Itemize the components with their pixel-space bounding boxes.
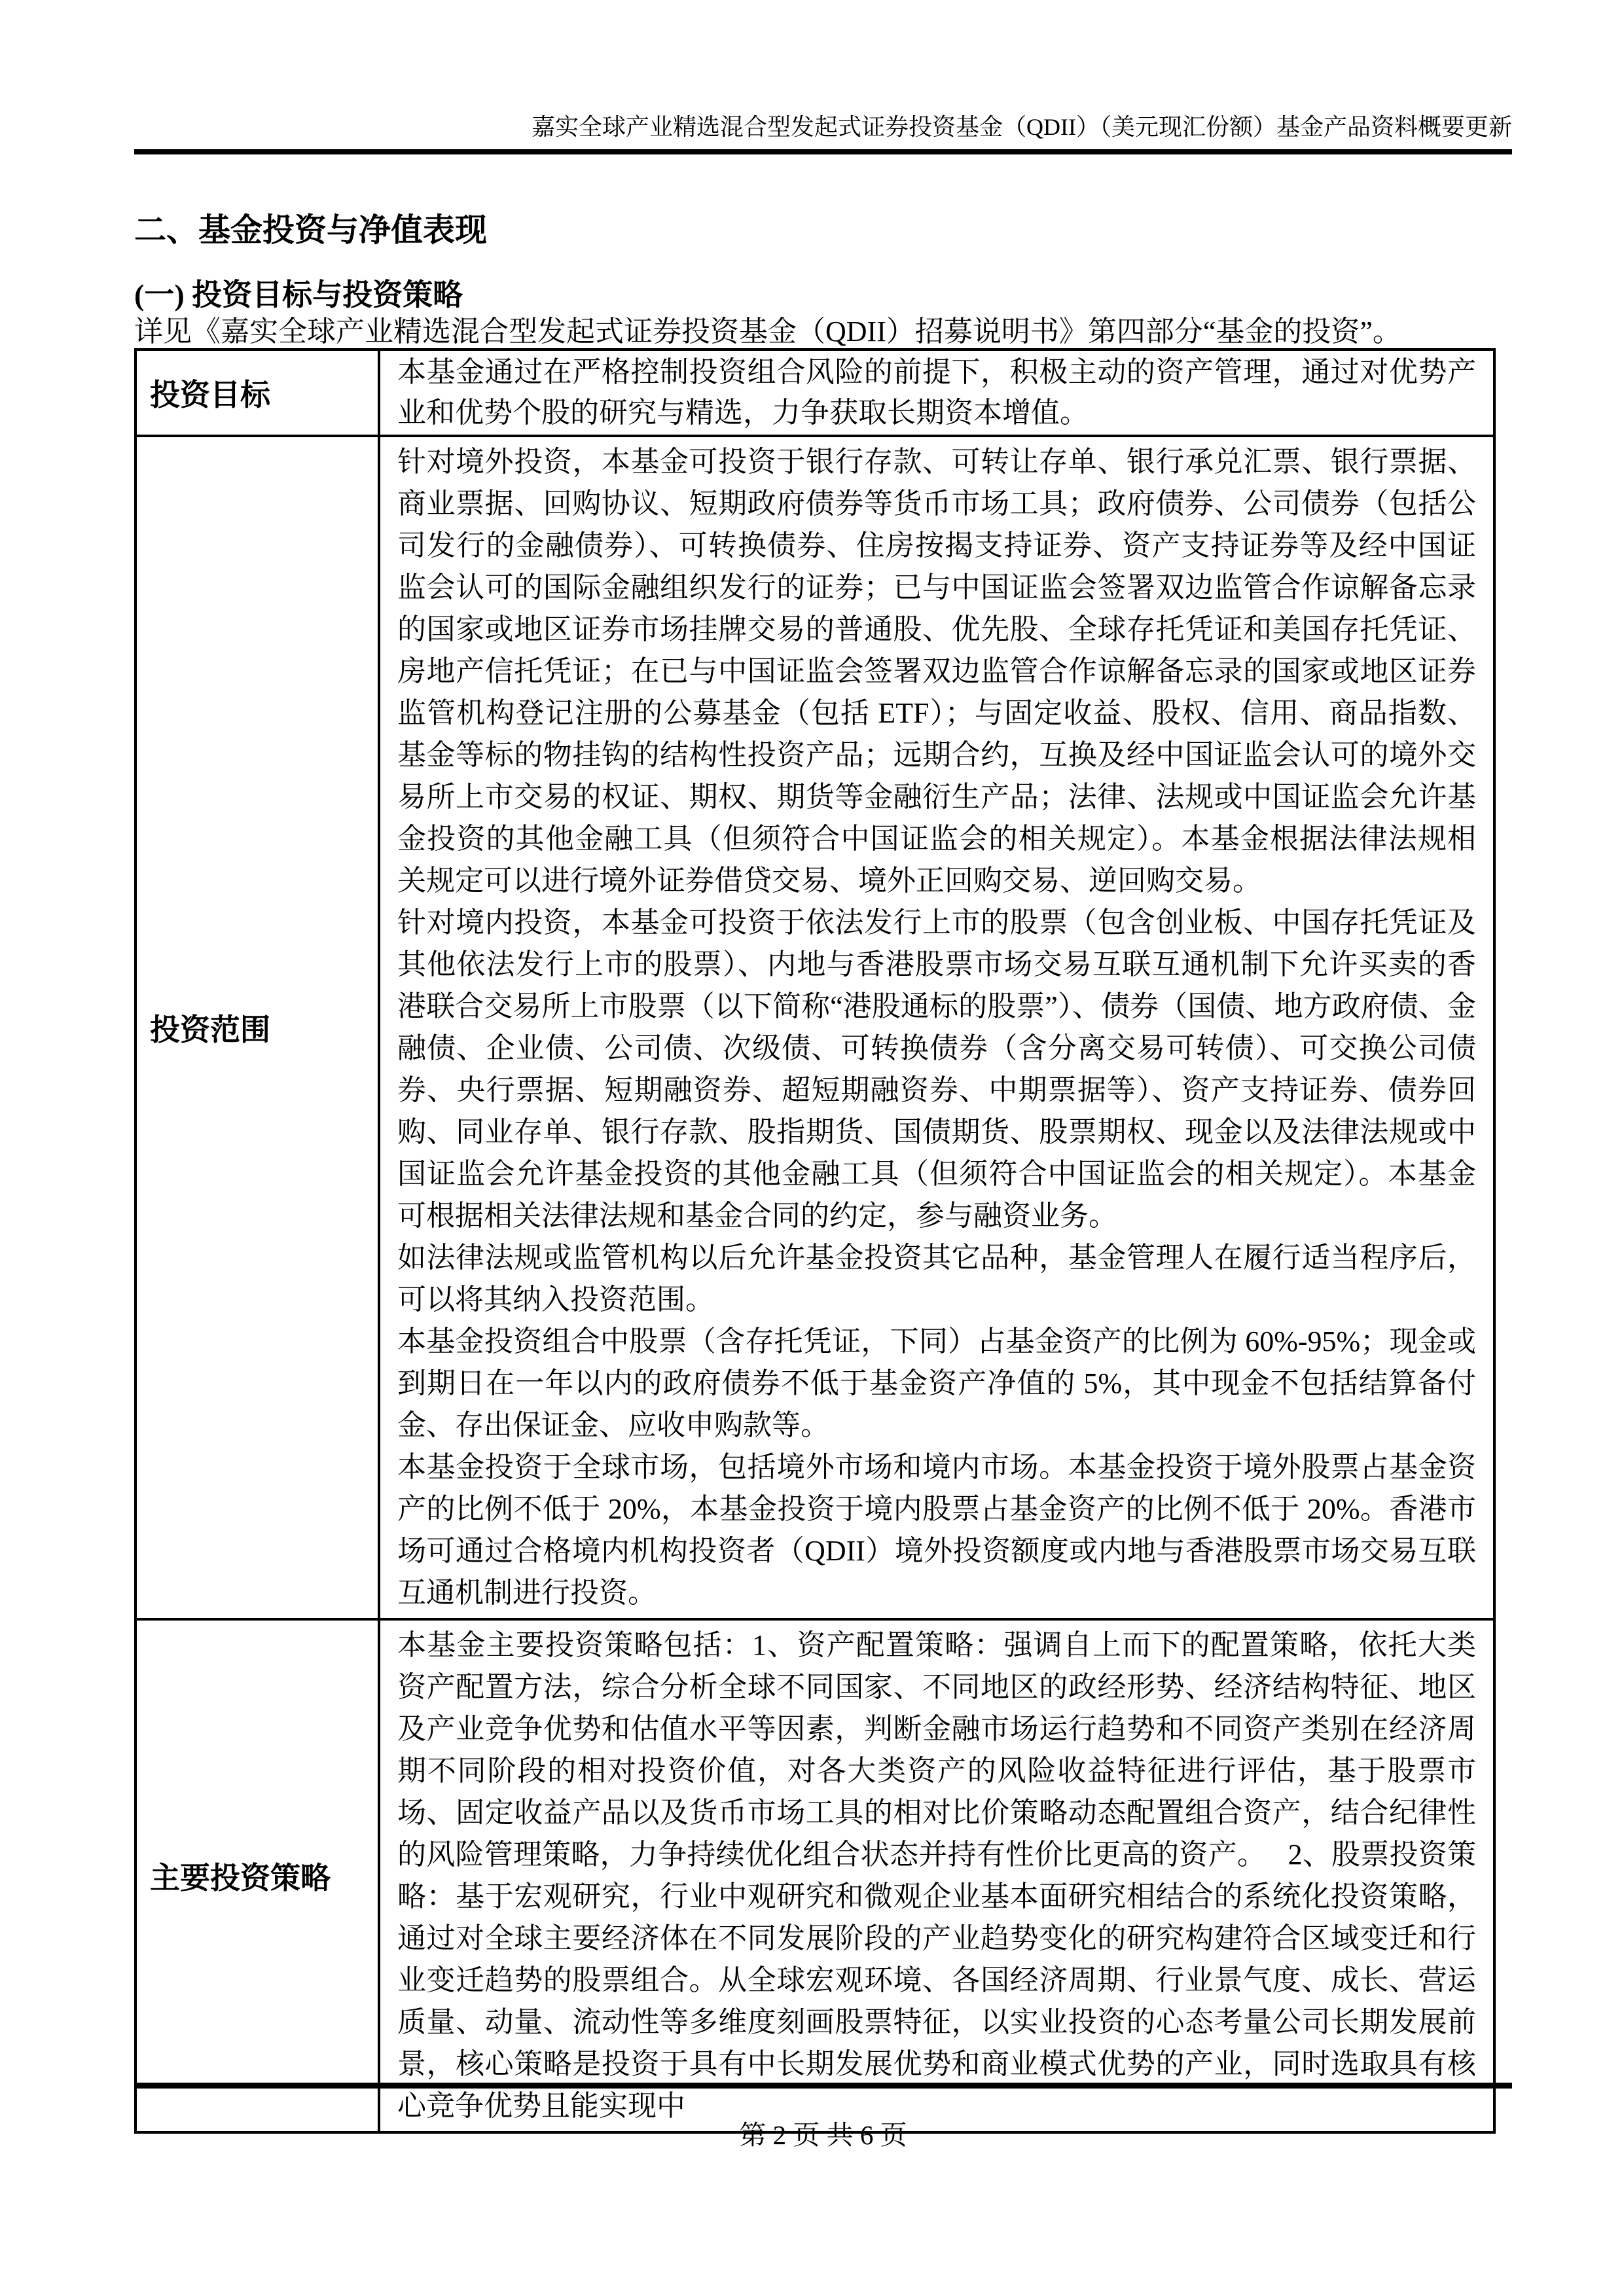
row-content-investment-objective — [379, 350, 1494, 436]
row-label-main-investment-strategy: 主要投资策略 — [135, 1619, 379, 2132]
table-row-main-investment-strategy — [135, 1619, 1494, 2132]
header-rule — [134, 149, 1512, 154]
table-page-break-clip — [134, 348, 1512, 2122]
paragraph: 本基金投资组合中股票（含存托凭证，下同）占基金资产的比例为 60%-95%；现金或到期日在一年以内的政府债券不低于基金资产净值的 5%，其中现金不包括结算备付金、存出保证金、应收申购款等。 — [397, 1325, 1476, 1441]
table-row-investment-scope — [135, 436, 1494, 1619]
subsection-heading: (一) 投资目标与投资策略 — [134, 278, 463, 312]
page-footer: 第 2 页 共 6 页 — [739, 2120, 907, 2150]
document-header-title: 嘉实全球产业精选混合型发起式证券投资基金（QDII）（美元现汇份额）基金产品资料概要更新 — [532, 114, 1512, 140]
paragraph: 本基金通过在严格控制投资组合风险的前提下，积极主动的资产管理，通过对优势产业和优势个股的研究与精选，力争获取长期资本增值。 — [397, 356, 1476, 429]
page-content — [134, 0, 1512, 2151]
intro-paragraph: 详见《嘉实全球产业精选混合型发起式证券投资基金（QDII）招募说明书》第四部分“基金的投资”。 — [134, 315, 1401, 348]
paragraph: 本基金投资于全球市场，包括境外市场和境内市场。本基金投资于境外股票占基金资产的比例不低于 20%，本基金投资于境内股票占基金资产的比例不低于 20%。香港市场可通过合格境内机构投资者（QDII）境外投资额度或内地与香港股票市场交易互联互通机制进行投资。 — [397, 1451, 1476, 1609]
row-label-investment-scope: 投资范围 — [135, 436, 379, 1619]
row-content-main-investment-strategy — [379, 1619, 1494, 2132]
section-heading: 二、基金投资与净值表现 — [134, 212, 488, 248]
fund-info-table — [134, 348, 1496, 2134]
paragraph: 针对境内投资，本基金可投资于依法发行上市的股票（包含创业板、中国存托凭证及其他依法发行上市的股票）、内地与香港股票市场交易互联互通机制下允许买卖的香港联合交易所上市股票（以下简称“港股通标的股票”）、债券（国债、地方政府债、金融债、企业债、公司债、次级债、可转换债券（含分离交易可转债）、可交换公司债券、央行票据、短期融资券、超短期融资券、中期票据等）、资产支持证券、债券回购、同业存单、银行存款、股指期货、国债期货、股票期权、现金以及法律法规或中国证监会允许基金投资的其他金融工具（但须符合中国证监会的相关规定）。本基金可根据相关法律法规和基金合同的约定，参与融资业务。 — [397, 906, 1476, 1232]
row-content-investment-scope — [379, 436, 1494, 1619]
table-row-investment-objective — [135, 350, 1494, 436]
paragraph: 本基金主要投资策略包括：1、资产配置策略：强调自上而下的配置策略，依托大类资产配置方法，综合分析全球不同国家、不同地区的政经形势、经济结构特征、地区及产业竞争优势和估值水平等因素，判断金融市场运行趋势和不同资产类别在经济周期不同阶段的相对投资价值，对各大类资产的风险收益特征进行评估，基于股票市场、固定收益产品以及货币市场工具的相对比价策略动态配置组合资产，结合纪律性的风险管理策略，力争持续优化组合状态并持有性价比更高的资产。 2、股票投资策略：基于宏观研究，行业中观研究和微观企业基本面研究相结合的系统化投资策略，通过对全球主要经济体在不同发展阶段的产业趋势变化的研究构建符合区域变迁和行业变迁趋势的股票组合。从全球宏观环境、各国经济周期、行业景气度、成长、营运质量、动量、流动性等多维度刻画股票特征，以实业投资的心态考量公司长期发展前景，核心策略是投资于具有中长期发展优势和商业模式优势的产业，同时选取具有核心竞争优势且能实现中 — [397, 1629, 1476, 2122]
paragraph: 如法律法规或监管机构以后允许基金投资其它品种，基金管理人在履行适当程序后，可以将其纳入投资范围。 — [397, 1242, 1476, 1316]
paragraph: 针对境外投资，本基金可投资于银行存款、可转让存单、银行承兑汇票、银行票据、商业票据、回购协议、短期政府债券等货币市场工具；政府债券、公司债券（包括公司发行的金融债券）、可转换债券、住房按揭支持证券、资产支持证券等及经中国证监会认可的国际金融组织发行的证券；已与中国证监会签署双边监管合作谅解备忘录的国家或地区证券市场挂牌交易的普通股、优先股、全球存托凭证和美国存托凭证、房地产信托凭证；在已与中国证监会签署双边监管合作谅解备忘录的国家或地区证券监管机构登记注册的公募基金（包括 ETF）；与固定收益、股权、信用、商品指数、基金等标的物挂钩的结构性投资产品；远期合约，互换及经中国证监会认可的境外交易所上市交易的权证、期权、期货等金融衍生产品；法律、法规或中国证监会允许基金投资的其他金融工具（但须符合中国证监会的相关规定）。本基金根据法律法规相关规定可以进行境外证券借贷交易、境外正回购交易、逆回购交易。 — [397, 446, 1476, 897]
row-label-investment-objective: 投资目标 — [135, 350, 379, 436]
